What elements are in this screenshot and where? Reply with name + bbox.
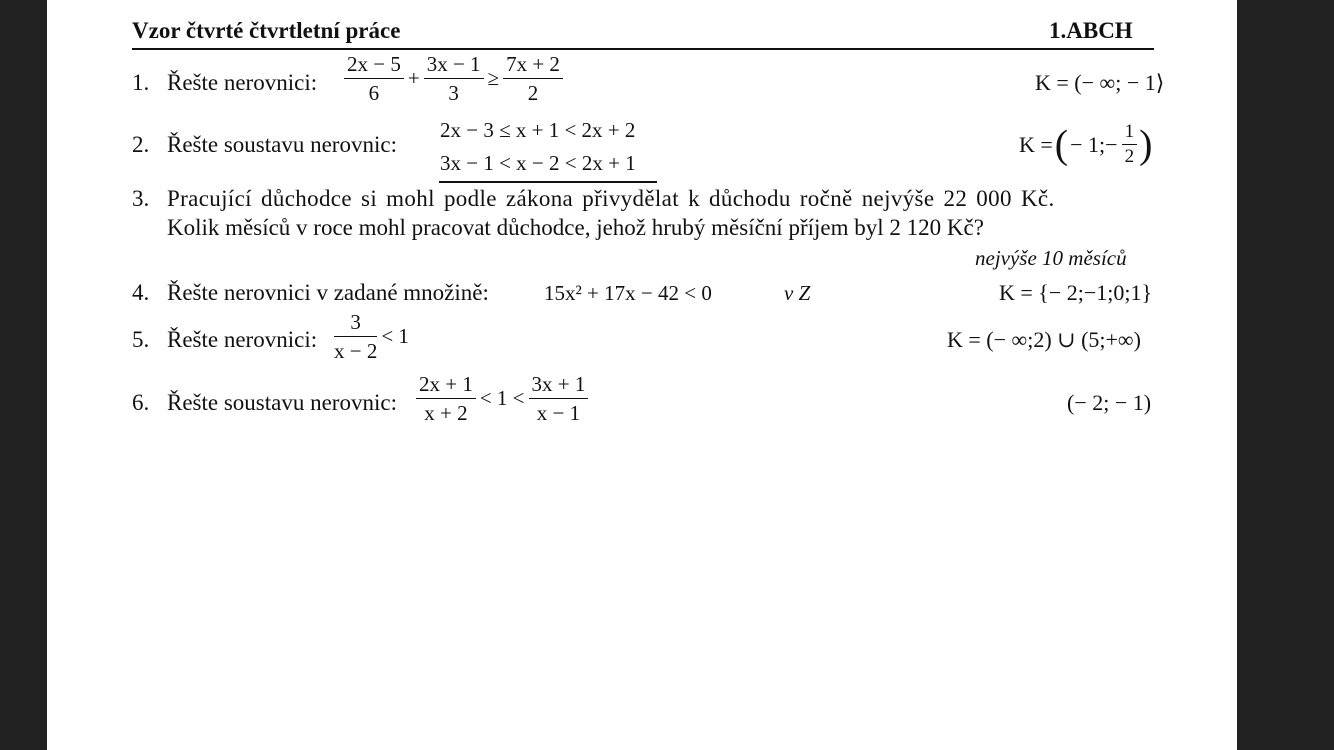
task-4-answer: K = {− 2;−1;0;1} — [999, 280, 1153, 305]
task-6-answer: (− 2; − 1) — [1067, 390, 1152, 415]
class-code: 1.ABCH — [1049, 18, 1133, 43]
task-5-answer: K = (− ∞;2) ∪ (5;+∞) — [947, 327, 1141, 352]
task-6-inequality: $\frac{2x + 1}{x + 2}$ < 1 < $\frac{3x + 1}{x - 1}$ — [414, 372, 590, 425]
fraction: $\frac{2x - 5}{6}$ — [344, 52, 404, 105]
task-2-answer: K =(− 1;− $\frac{1}{2}$ ) — [1019, 121, 1153, 167]
task-2-line-1: 2x − 3 ≤ x + 1 < 2x + 2 — [440, 118, 636, 142]
document-title: Vzor čtvrté čtvrtletní práce — [132, 18, 401, 43]
task-1-inequality: $\frac{2x - 5}{6}$ + $\frac{3x - 1}{3}$ ≥ $\frac{7x + 2}{2}$ — [342, 52, 565, 105]
task-6-number: 6. — [132, 390, 150, 415]
task-1-prompt: Řešte nerovnici: — [167, 70, 318, 95]
task-4-prompt: Řešte nerovnici v zadané množině: — [167, 280, 489, 305]
task-5-inequality: $\frac{3}{x - 2}$ < 1 — [334, 310, 409, 363]
fraction: $\frac{3}{x - 2}$ — [334, 310, 378, 363]
task-5-number: 5. — [132, 327, 150, 352]
task-2-number: 2. — [132, 132, 150, 157]
fraction: $\frac{7x + 2}{2}$ — [503, 52, 563, 105]
fraction: $\frac{3x + 1}{x - 1}$ — [529, 372, 589, 425]
task-2-prompt: Řešte soustavu nerovnic: — [167, 132, 397, 157]
task-6-prompt: Řešte soustavu nerovnic: — [167, 390, 397, 415]
task-4-inequality: 15x² + 17x − 42 < 0 — [544, 281, 712, 305]
fraction: $\frac{2x + 1}{x + 2}$ — [416, 372, 476, 425]
task-2-underline — [439, 181, 657, 183]
task-4-set: v Z — [784, 281, 811, 305]
task-5-prompt: Řešte nerovnici: — [167, 327, 318, 352]
header-rule — [132, 48, 1154, 50]
fraction: $\frac{1}{2}$ — [1122, 122, 1138, 167]
task-1-number: 1. — [132, 70, 150, 95]
task-3-answer: nejvýše 10 měsíců — [975, 246, 1127, 270]
task-4-number: 4. — [132, 280, 150, 305]
task-3-line-1: Pracující důchodce si mohl podle zákona přivydělat k důchodu ročně nejvýše 22 000 Kč. — [167, 186, 1055, 211]
fraction: $\frac{3x - 1}{3}$ — [424, 52, 484, 105]
task-3-line-2: Kolik měsíců v roce mohl pracovat důchodce, jehož hrubý měsíční příjem byl 2 120 Kč? — [167, 215, 984, 240]
task-1-answer: K = (− ∞; − 1⟩ — [1035, 70, 1165, 95]
document-page — [47, 0, 1237, 750]
task-3-number: 3. — [132, 186, 150, 211]
task-2-line-2: 3x − 1 < x − 2 < 2x + 1 — [440, 151, 636, 175]
